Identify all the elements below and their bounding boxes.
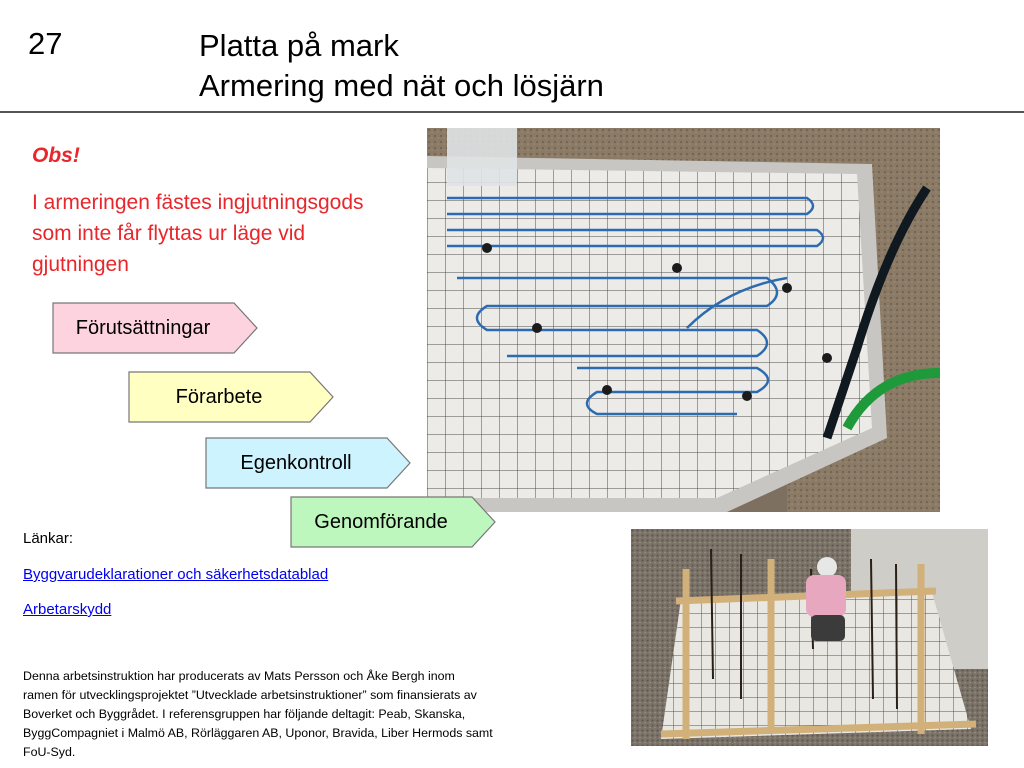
step-egenkontroll[interactable] bbox=[205, 437, 411, 489]
links-heading: Länkar: bbox=[23, 530, 74, 547]
slab-reinforcement-photo bbox=[427, 128, 940, 512]
step-genomforande[interactable] bbox=[290, 496, 496, 548]
notice-label: Obs! bbox=[32, 144, 80, 167]
step-label: Genomförande bbox=[314, 511, 448, 533]
step-forutsattningar[interactable] bbox=[52, 302, 258, 354]
notice-text: I armeringen fästes ingjutningsgods som inte får flyttas ur läge vid gjutningen bbox=[32, 191, 364, 276]
credits-text: Denna arbetsinstruktion har producerats av Mats Persson och Åke Bergh inom ramen för utvecklingsprojektet ”Utvecklade arbetsinstruktioner” som finansierats av Boverket och Byggrådet. I referensgruppen har följande deltagit: Peab, Skanska, ByggCompagniet i Malmö AB, Rörläggaren AB, Uponor, Bravida, Liber Hermods samt FoU-Syd. bbox=[23, 669, 493, 759]
worker-formwork-photo bbox=[631, 529, 988, 746]
page-title bbox=[199, 26, 604, 106]
title-line-1: Platta på mark bbox=[199, 28, 399, 63]
step-label: Förutsättningar bbox=[75, 317, 211, 339]
step-label: Förarbete bbox=[175, 386, 263, 408]
slide-number: 27 bbox=[28, 26, 63, 61]
step-label: Egenkontroll bbox=[240, 452, 352, 474]
step-forarbete[interactable] bbox=[128, 371, 334, 423]
link-arbetarskydd[interactable]: Arbetarskydd bbox=[23, 601, 112, 618]
title-divider bbox=[0, 111, 1024, 113]
title-line-2: Armering med nät och lösjärn bbox=[199, 68, 604, 103]
link-byggvarudeklarationer[interactable]: Byggvarudeklarationer och säkerhetsdatablad bbox=[23, 566, 329, 583]
